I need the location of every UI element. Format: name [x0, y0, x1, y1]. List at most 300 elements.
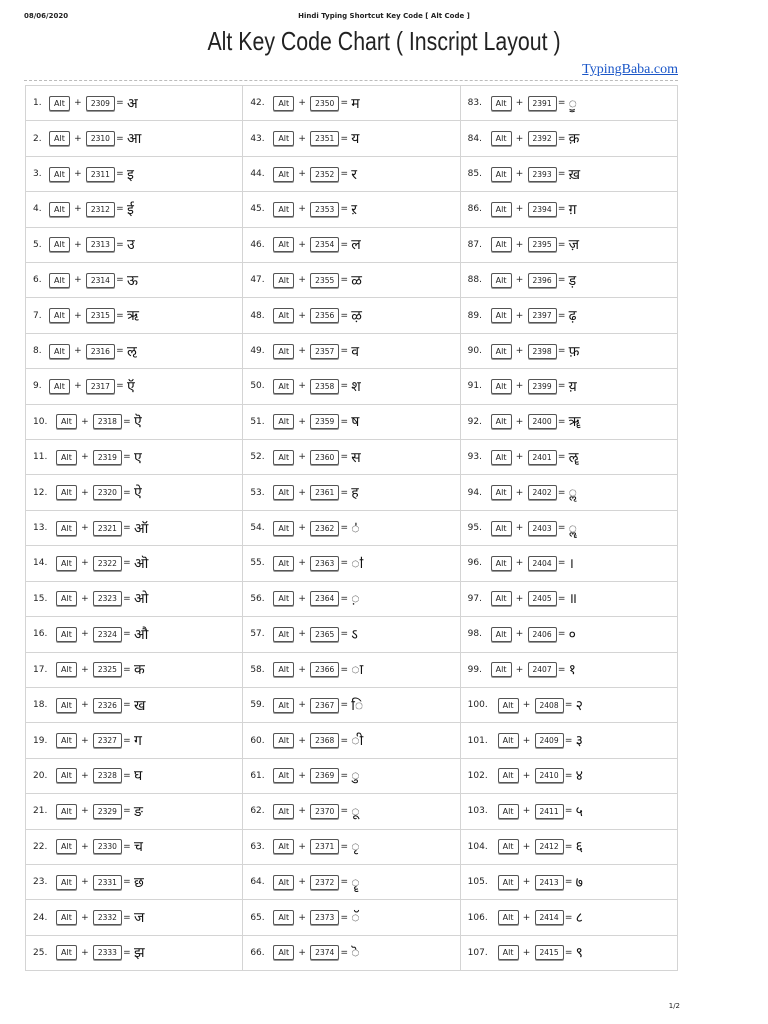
row-number: 107.	[467, 947, 488, 958]
equals-sign: =	[564, 841, 573, 852]
hindi-character: ल	[351, 237, 361, 254]
hindi-character: ि	[351, 697, 364, 714]
table-row	[243, 228, 459, 263]
equals-sign: =	[564, 912, 573, 923]
equals-sign: =	[340, 204, 349, 215]
code-key: 2401	[528, 450, 557, 465]
row-number: 20.	[33, 770, 48, 781]
code-key: 2395	[528, 237, 557, 252]
alt-key: Alt	[498, 875, 519, 890]
hindi-character: फ़	[568, 343, 580, 360]
plus-sign: +	[298, 98, 306, 109]
plus-sign: +	[81, 770, 89, 781]
plus-sign: +	[81, 806, 89, 817]
code-key: 2392	[528, 131, 557, 146]
alt-key: Alt	[273, 521, 294, 536]
table-row	[243, 192, 459, 227]
alt-key: Alt	[56, 662, 77, 677]
table-row	[243, 511, 459, 546]
plus-sign: +	[298, 416, 306, 427]
alt-key: Alt	[56, 450, 77, 465]
alt-key: Alt	[491, 379, 512, 394]
table-row	[461, 511, 677, 546]
table-row	[26, 86, 242, 121]
code-key: 2325	[93, 662, 122, 677]
alt-key: Alt	[491, 308, 512, 323]
plus-sign: +	[81, 416, 89, 427]
alt-key: Alt	[491, 591, 512, 606]
alt-key: Alt	[56, 556, 77, 571]
equals-sign: =	[557, 169, 566, 180]
equals-sign: =	[340, 877, 349, 888]
equals-sign: =	[557, 523, 566, 534]
equals-sign: =	[557, 133, 566, 144]
code-key: 2319	[93, 450, 122, 465]
row-number: 45.	[250, 204, 265, 215]
plus-sign: +	[298, 735, 306, 746]
equals-sign: =	[340, 664, 349, 675]
alt-key: Alt	[56, 698, 77, 713]
row-number: 96.	[467, 558, 482, 569]
equals-sign: =	[340, 770, 349, 781]
row-number: 84.	[467, 133, 482, 144]
code-key: 2330	[93, 839, 122, 854]
hindi-character: क	[133, 662, 145, 679]
code-key: 2396	[528, 273, 557, 288]
plus-sign: +	[522, 700, 531, 711]
table-row	[243, 759, 459, 794]
table-row	[243, 865, 459, 900]
code-key: 2369	[310, 768, 339, 783]
table-row	[243, 653, 459, 688]
equals-sign: =	[340, 452, 349, 463]
table-row	[26, 157, 242, 192]
plus-sign: +	[298, 133, 306, 144]
code-key: 2394	[528, 202, 557, 217]
row-number: 52.	[250, 452, 265, 463]
table-column	[461, 86, 677, 970]
row-number: 12.	[33, 487, 48, 498]
plus-sign: +	[81, 487, 89, 498]
equals-sign: =	[123, 629, 131, 640]
row-number: 92.	[467, 416, 482, 427]
plus-sign: +	[81, 664, 89, 675]
plus-sign: +	[298, 346, 306, 357]
row-number: 11.	[33, 452, 48, 463]
table-row	[243, 298, 459, 333]
alt-code-table	[25, 85, 678, 971]
alt-key: Alt	[49, 379, 70, 394]
plus-sign: +	[81, 558, 89, 569]
table-row	[26, 865, 242, 900]
alt-key: Alt	[273, 485, 294, 500]
hindi-character: ॅ	[351, 910, 360, 927]
hindi-character: घ	[133, 768, 143, 785]
alt-key: Alt	[273, 96, 294, 111]
plus-sign: +	[515, 416, 524, 427]
row-number: 22.	[33, 841, 48, 852]
alt-key: Alt	[273, 131, 294, 146]
plus-sign: +	[298, 629, 306, 640]
alt-key: Alt	[491, 96, 512, 111]
table-row	[461, 369, 677, 404]
hindi-character: ऊ	[126, 272, 138, 289]
hindi-character: ग़	[568, 201, 577, 218]
alt-key: Alt	[273, 698, 294, 713]
alt-key: Alt	[273, 308, 294, 323]
plus-sign: +	[81, 877, 89, 888]
plus-sign: +	[298, 841, 306, 852]
plus-sign: +	[298, 169, 306, 180]
code-key: 2311	[86, 167, 115, 182]
plus-sign: +	[74, 133, 82, 144]
equals-sign: =	[116, 310, 124, 321]
equals-sign: =	[557, 239, 566, 250]
alt-key: Alt	[56, 733, 77, 748]
table-row	[26, 298, 242, 333]
alt-key: Alt	[273, 910, 294, 925]
site-link[interactable]: TypingBaba.com	[582, 62, 678, 77]
hindi-character: ग	[133, 733, 142, 750]
table-row	[243, 617, 459, 652]
table-row	[461, 546, 677, 581]
row-number: 2.	[33, 133, 42, 144]
row-number: 16.	[33, 629, 48, 640]
table-row	[461, 723, 677, 758]
code-key: 2360	[310, 450, 339, 465]
plus-sign: +	[522, 841, 531, 852]
row-number: 50.	[250, 381, 265, 392]
row-number: 97.	[467, 593, 482, 604]
table-row	[26, 369, 242, 404]
plus-sign: +	[298, 912, 306, 923]
hindi-character: ख़	[568, 166, 581, 183]
code-key: 2320	[93, 485, 122, 500]
code-key: 2323	[93, 591, 122, 606]
plus-sign: +	[515, 664, 524, 675]
divider	[24, 80, 678, 81]
table-row	[461, 334, 677, 369]
table-row	[26, 653, 242, 688]
hindi-character: क़	[568, 131, 580, 148]
alt-key: Alt	[273, 768, 294, 783]
hindi-character: ऺ	[351, 520, 360, 537]
alt-key: Alt	[498, 839, 519, 854]
table-row	[461, 405, 677, 440]
table-row	[26, 334, 242, 369]
equals-sign: =	[123, 416, 131, 427]
plus-sign: +	[515, 98, 524, 109]
plus-sign: +	[298, 593, 306, 604]
table-row	[243, 121, 459, 156]
alt-key: Alt	[273, 202, 294, 217]
hindi-character: ु	[351, 768, 360, 785]
code-key: 2413	[535, 875, 564, 890]
code-key: 2397	[528, 308, 557, 323]
table-row	[26, 617, 242, 652]
plus-sign: +	[298, 523, 306, 534]
code-key: 2359	[310, 414, 339, 429]
table-row	[243, 369, 459, 404]
table-row	[26, 759, 242, 794]
table-row	[26, 794, 242, 829]
plus-sign: +	[81, 947, 89, 958]
equals-sign: =	[564, 735, 573, 746]
row-number: 99.	[467, 664, 482, 675]
hindi-character: व	[351, 343, 360, 360]
hindi-character: ५	[575, 803, 583, 820]
plus-sign: +	[522, 947, 531, 958]
row-number: 55.	[250, 558, 265, 569]
hindi-character: ।	[568, 555, 574, 572]
equals-sign: =	[116, 133, 124, 144]
equals-sign: =	[557, 593, 566, 604]
row-number: 106.	[467, 912, 488, 923]
hindi-character: ६	[575, 839, 583, 856]
plus-sign: +	[298, 700, 306, 711]
alt-key: Alt	[56, 839, 77, 854]
equals-sign: =	[123, 877, 131, 888]
alt-key: Alt	[273, 273, 294, 288]
alt-key: Alt	[49, 202, 70, 217]
plus-sign: +	[74, 204, 82, 215]
equals-sign: =	[123, 558, 131, 569]
code-key: 2404	[528, 556, 557, 571]
code-key: 2312	[86, 202, 115, 217]
row-number: 62.	[250, 806, 265, 817]
equals-sign: =	[340, 947, 349, 958]
plus-sign: +	[74, 310, 82, 321]
equals-sign: =	[564, 806, 573, 817]
plus-sign: +	[515, 523, 524, 534]
table-row	[243, 830, 459, 865]
alt-key: Alt	[491, 344, 512, 359]
table-row	[243, 405, 459, 440]
row-number: 9.	[33, 381, 42, 392]
equals-sign: =	[557, 487, 566, 498]
table-row	[26, 688, 242, 723]
code-key: 2362	[310, 521, 339, 536]
hindi-character: ऎ	[133, 414, 142, 431]
alt-key: Alt	[491, 414, 512, 429]
hindi-character: ढ़	[568, 308, 577, 325]
row-number: 25.	[33, 947, 48, 958]
table-row	[26, 546, 242, 581]
hindi-character: ओ	[133, 591, 149, 608]
table-column	[26, 86, 243, 970]
table-row	[243, 582, 459, 617]
table-row	[243, 263, 459, 298]
code-key: 2310	[86, 131, 115, 146]
row-number: 43.	[250, 133, 265, 144]
table-row	[461, 263, 677, 298]
hindi-character: र	[351, 166, 357, 183]
equals-sign: =	[340, 98, 349, 109]
alt-key: Alt	[273, 804, 294, 819]
equals-sign: =	[340, 806, 349, 817]
table-row	[461, 830, 677, 865]
row-number: 94.	[467, 487, 482, 498]
equals-sign: =	[123, 912, 131, 923]
equals-sign: =	[340, 629, 349, 640]
hindi-character: ॄ	[351, 874, 360, 891]
alt-key: Alt	[56, 591, 77, 606]
equals-sign: =	[123, 593, 131, 604]
equals-sign: =	[123, 947, 131, 958]
code-key: 2402	[528, 485, 557, 500]
row-number: 42.	[250, 98, 265, 109]
table-row	[26, 936, 242, 970]
alt-key: Alt	[56, 875, 77, 890]
equals-sign: =	[123, 700, 131, 711]
plus-sign: +	[74, 381, 82, 392]
row-number: 18.	[33, 700, 48, 711]
code-key: 2331	[93, 875, 122, 890]
code-key: 2408	[535, 698, 564, 713]
table-row	[26, 475, 242, 510]
equals-sign: =	[116, 346, 124, 357]
alt-key: Alt	[273, 839, 294, 854]
alt-key: Alt	[498, 733, 519, 748]
alt-key: Alt	[491, 556, 512, 571]
equals-sign: =	[340, 275, 349, 286]
equals-sign: =	[340, 558, 349, 569]
row-number: 21.	[33, 806, 48, 817]
table-row	[26, 440, 242, 475]
code-key: 2322	[93, 556, 122, 571]
equals-sign: =	[557, 558, 566, 569]
code-key: 2372	[310, 875, 339, 890]
table-row	[26, 228, 242, 263]
plus-sign: +	[515, 275, 524, 286]
code-key: 2398	[528, 344, 557, 359]
alt-key: Alt	[491, 202, 512, 217]
print-date: 08/06/2020	[24, 12, 69, 20]
equals-sign: =	[340, 700, 349, 711]
hindi-character: ऻ	[351, 555, 364, 572]
plus-sign: +	[515, 381, 524, 392]
row-number: 63.	[250, 841, 265, 852]
code-key: 2356	[310, 308, 339, 323]
code-key: 2326	[93, 698, 122, 713]
hindi-character: ॣ	[568, 520, 577, 537]
plus-sign: +	[74, 98, 82, 109]
table-row	[461, 582, 677, 617]
row-number: 64.	[250, 877, 265, 888]
plus-sign: +	[522, 877, 531, 888]
code-key: 2309	[86, 96, 115, 111]
table-row	[243, 723, 459, 758]
row-number: 19.	[33, 735, 48, 746]
code-key: 2333	[93, 945, 122, 960]
hindi-character: ष	[351, 414, 360, 431]
code-key: 2321	[93, 521, 122, 536]
code-key: 2410	[535, 768, 564, 783]
plus-sign: +	[515, 452, 524, 463]
row-number: 5.	[33, 239, 42, 250]
row-number: 105.	[467, 877, 488, 888]
hindi-character: ा	[351, 662, 364, 679]
row-number: 1.	[33, 98, 42, 109]
hindi-character: ड़	[568, 272, 577, 289]
hindi-character: ऐ	[133, 485, 142, 502]
row-number: 103.	[467, 806, 488, 817]
plus-sign: +	[81, 629, 89, 640]
hindi-character: म	[351, 95, 360, 112]
alt-key: Alt	[56, 485, 77, 500]
equals-sign: =	[116, 239, 124, 250]
code-key: 2365	[310, 627, 339, 642]
alt-key: Alt	[273, 875, 294, 890]
equals-sign: =	[123, 841, 131, 852]
equals-sign: =	[340, 523, 349, 534]
row-number: 53.	[250, 487, 265, 498]
plus-sign: +	[298, 947, 306, 958]
plus-sign: +	[74, 239, 82, 250]
table-row	[26, 511, 242, 546]
alt-key: Alt	[491, 237, 512, 252]
code-key: 2314	[86, 273, 115, 288]
plus-sign: +	[298, 239, 306, 250]
code-key: 2329	[93, 804, 122, 819]
plus-sign: +	[298, 806, 306, 817]
row-number: 86.	[467, 204, 482, 215]
equals-sign: =	[340, 416, 349, 427]
plus-sign: +	[515, 133, 524, 144]
hindi-character: ७	[575, 874, 583, 891]
equals-sign: =	[123, 806, 131, 817]
code-key: 2361	[310, 485, 339, 500]
alt-key: Alt	[498, 804, 519, 819]
plus-sign: +	[298, 664, 306, 675]
equals-sign: =	[340, 735, 349, 746]
code-key: 2368	[310, 733, 339, 748]
hindi-character: श	[351, 378, 361, 395]
row-number: 58.	[250, 664, 265, 675]
equals-sign: =	[557, 416, 566, 427]
alt-key: Alt	[49, 273, 70, 288]
code-key: 2393	[528, 167, 557, 182]
hindi-character: ह	[351, 485, 359, 502]
hindi-character: २	[575, 697, 583, 714]
alt-key: Alt	[491, 521, 512, 536]
table-row	[243, 440, 459, 475]
hindi-character: ज	[133, 910, 145, 927]
alt-key: Alt	[49, 237, 70, 252]
table-row	[243, 475, 459, 510]
alt-key: Alt	[273, 344, 294, 359]
table-row	[461, 759, 677, 794]
equals-sign: =	[116, 275, 124, 286]
alt-key: Alt	[491, 627, 512, 642]
table-row	[243, 688, 459, 723]
equals-sign: =	[123, 452, 131, 463]
code-key: 2352	[310, 167, 339, 182]
alt-key: Alt	[56, 768, 77, 783]
equals-sign: =	[340, 169, 349, 180]
plus-sign: +	[81, 735, 89, 746]
hindi-character: ए	[133, 449, 142, 466]
hindi-character: य़	[568, 378, 577, 395]
table-row	[26, 582, 242, 617]
hindi-character: ऱ	[351, 201, 357, 218]
table-row	[461, 298, 677, 333]
hindi-character: ू	[351, 803, 360, 820]
plus-sign: +	[81, 841, 89, 852]
code-key: 2355	[310, 273, 339, 288]
page-number: 1/2	[668, 1002, 680, 1010]
plus-sign: +	[298, 558, 306, 569]
